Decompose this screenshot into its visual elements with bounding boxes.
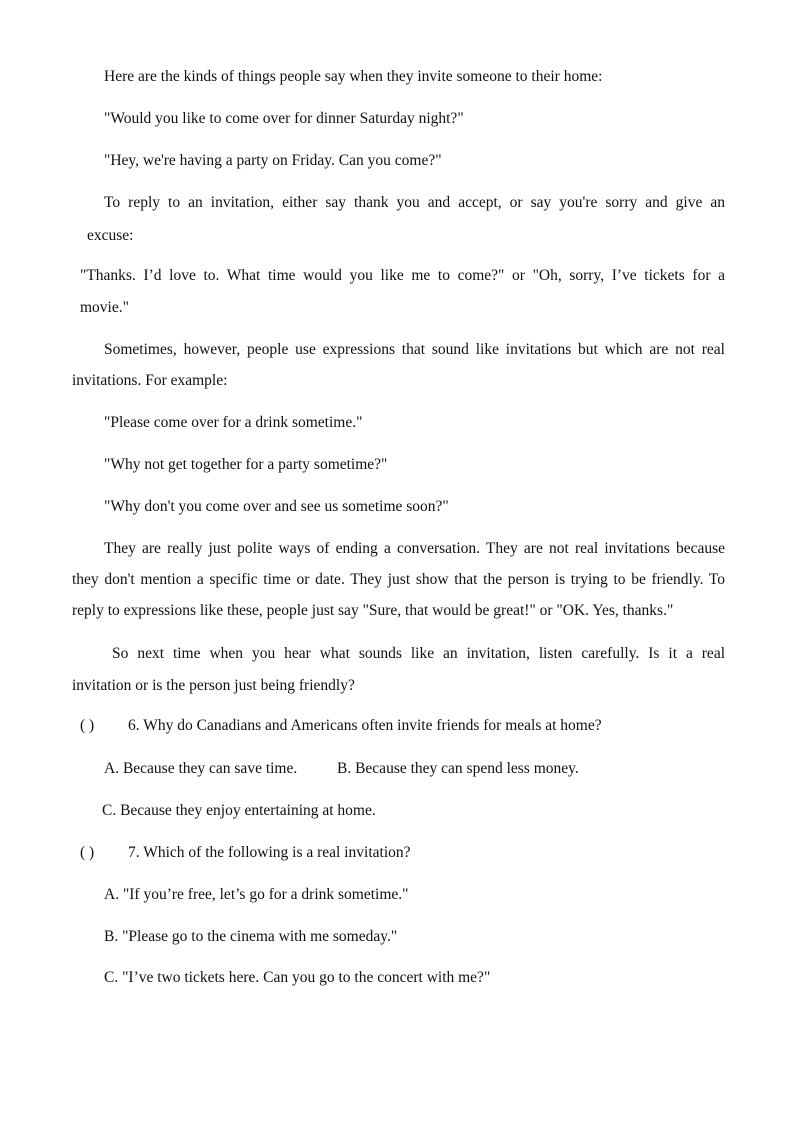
intro-lead: Here are the kinds of things people say when they invite someone to their home:	[104, 68, 603, 85]
closing-line-1: So next time when you hear what sounds like an invitation, listen carefully. Is it a real	[112, 645, 725, 662]
reply-quote-line-1: "Thanks. I’d love to. What time would you like me to come?" or "Oh, sorry, I’ve tickets for a	[80, 267, 725, 284]
polite-line-3: reply to expressions like these, people just say "Sure, that would be great!" or "OK. Yes, thanks."	[72, 602, 674, 619]
answer-blank[interactable]: ( )	[80, 844, 95, 861]
option-c: C. "I’ve two tickets here. Can you go to the concert with me?"	[104, 969, 491, 986]
polite-line-1: They are really just polite ways of ending a conversation. They are not real invitations because	[104, 540, 725, 557]
closing-line-2: invitation or is the person just being friendly?	[72, 677, 355, 694]
sometimes-line-2: invitations. For example:	[72, 372, 228, 389]
answer-blank[interactable]: ( )	[80, 717, 95, 734]
reply-quote-line-2: movie."	[80, 299, 129, 316]
sometimes-example-3: "Why don't you come over and see us sometime soon?"	[104, 498, 449, 515]
reply-line-1: To reply to an invitation, either say thank you and accept, or say you're sorry and give an	[104, 194, 725, 211]
option-a: A. Because they can save time.	[104, 760, 298, 777]
option-a: A. "If you’re free, let’s go for a drink sometime."	[104, 886, 409, 903]
sometimes-example-2: "Why not get together for a party sometime?"	[104, 456, 388, 473]
option-b: B. Because they can spend less money.	[337, 760, 579, 777]
reply-line-2: excuse:	[87, 227, 134, 244]
question-stem: 7. Which of the following is a real invitation?	[128, 844, 411, 861]
option-c: C. Because they enjoy entertaining at home.	[102, 802, 376, 819]
question-stem: 6. Why do Canadians and Americans often invite friends for meals at home?	[128, 717, 602, 734]
intro-example-2: "Hey, we're having a party on Friday. Can you come?"	[104, 152, 442, 169]
option-b: B. "Please go to the cinema with me someday."	[104, 928, 398, 945]
intro-example-1: "Would you like to come over for dinner Saturday night?"	[104, 110, 464, 127]
sometimes-example-1: "Please come over for a drink sometime."	[104, 414, 363, 431]
polite-line-2: they don't mention a specific time or date. They just show that the person is trying to be friendly. To	[72, 571, 725, 588]
sometimes-line-1: Sometimes, however, people use expressions that sound like invitations but which are not real	[104, 341, 725, 358]
